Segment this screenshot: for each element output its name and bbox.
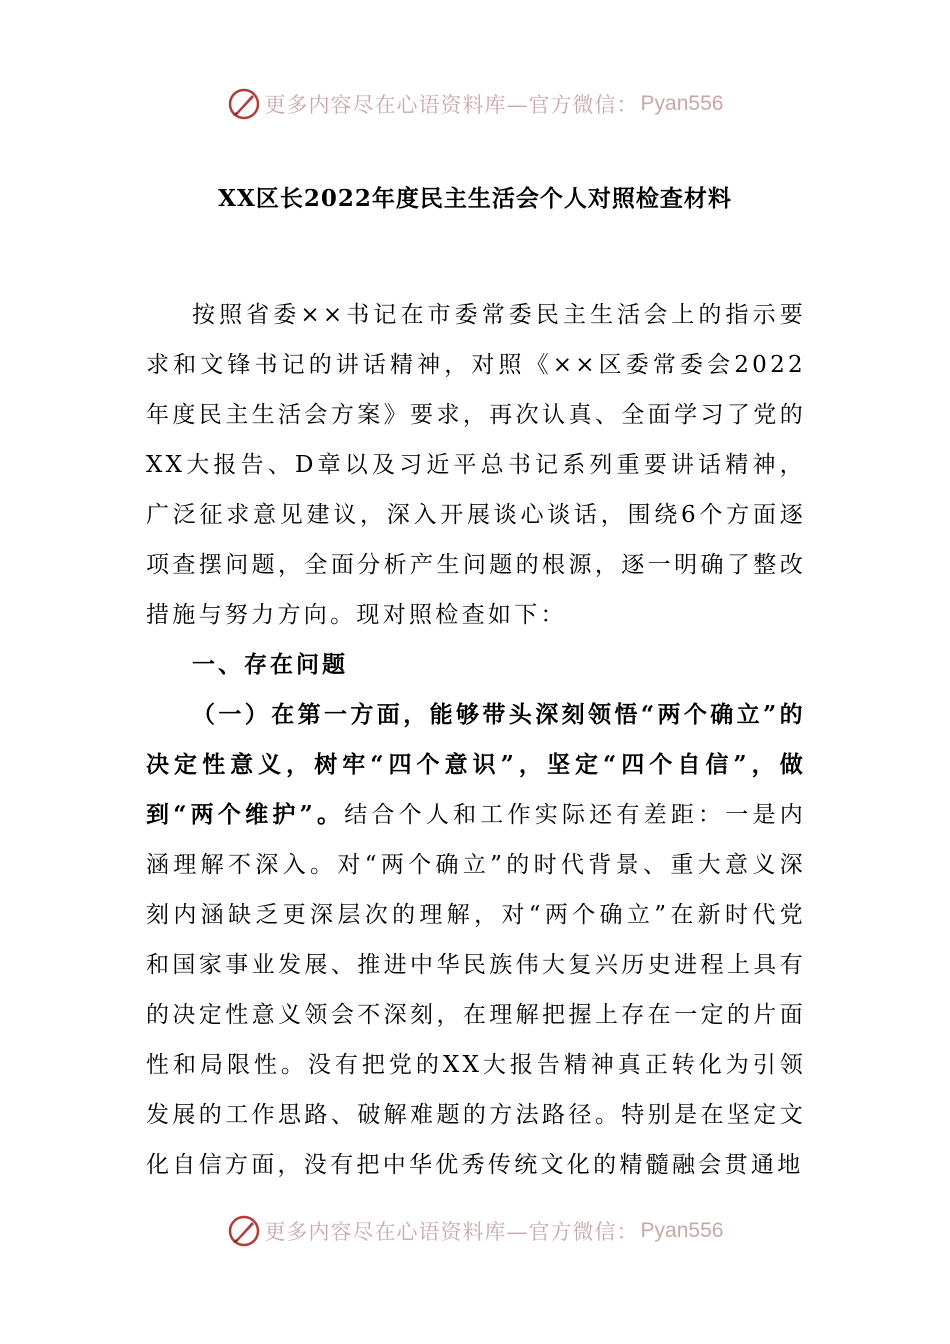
quill-logo-icon <box>227 87 261 121</box>
section-heading: 一、存在问题 <box>192 651 348 678</box>
footer-watermark <box>0 1211 950 1251</box>
document-title: XX区长2022年度民主生活会个人对照检查材料 <box>218 185 732 212</box>
point-one-lead: （一）在第一方面，能够带头深刻领悟“两个确立”的决定性意义，树牢“四个意识”，坚定“四个自信”，做到“两个维护”。 <box>146 701 806 828</box>
quill-logo-icon <box>227 1214 261 1248</box>
watermark-text: 更多内容尽在心语资料库—官方微信： <box>264 1220 639 1244</box>
watermark-wechat-id: Pyan556 <box>640 1219 724 1242</box>
watermark-text: 更多内容尽在心语资料库—官方微信： <box>264 93 639 117</box>
document-body <box>146 290 806 1190</box>
watermark-wechat-id: Pyan556 <box>640 92 724 115</box>
point-one-body: 结合个人和工作实际还有差距：一是内涵理解不深入。对“两个确立”的时代背景、重大意义深刻内涵缺乏更深层次的理解，对“两个确立”在新时代党和国家事业发展、推进中华民族伟大复兴历史进程上具有的决定性意义领会不深刻，在理解把握上存在一定的片面性和局限性。没有把党的XX大报告精神真正转化为引领发展的工作思路、破解难题的方法路径。特别是在坚定文化自信方面，没有把中华优秀传统文化的精髓融会贯通地 <box>146 802 806 1178</box>
intro-paragraph: 按照省委××书记在市委常委民主生活会上的指示要求和文锋书记的讲话精神，对照《××区委常委会2022年度民主生活会方案》要求，再次认真、全面学习了党的XX大报告、D章以及习近平总书记系列重要讲话精神，广泛征求意见建议，深入开展谈心谈话，围绕6个方面逐项查摆问题，全面分析产生问题的根源，逐一明确了整改措施与努力方向。现对照检查如下： <box>146 302 806 628</box>
point-one-paragraph <box>146 690 806 1190</box>
header-watermark <box>0 84 950 124</box>
